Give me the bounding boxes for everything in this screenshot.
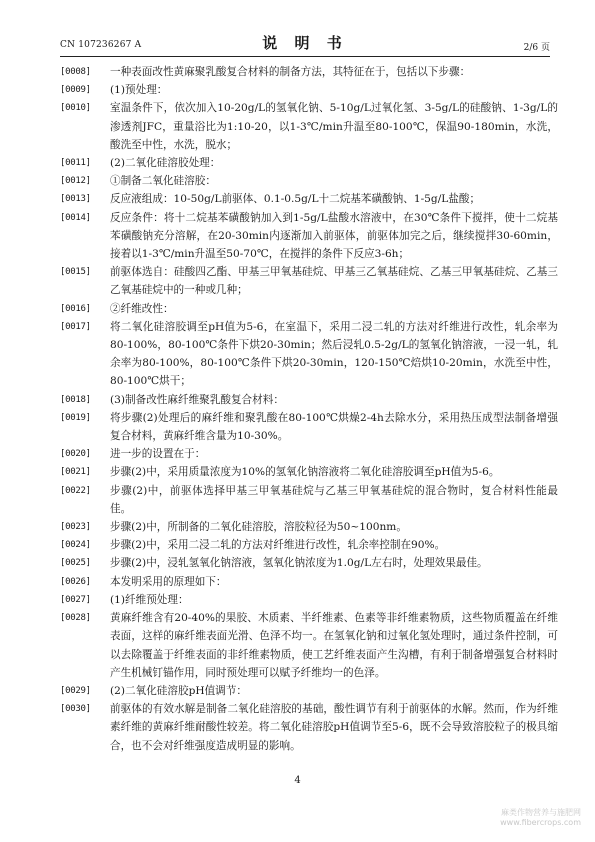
page-header xyxy=(60,32,550,54)
paragraph-text: 室温条件下，依次加入10-20g/L的氢氧化钠、5-10g/L过氧化氢、3-5g/L的硅酸钠、1-3g/L的渗透剂JFC，重量浴比为1:10-20，以1-3℃/min升温至80-100℃，保温90-180min，水洗，酸洗至中性，水洗，脱水； xyxy=(110,102,558,151)
paragraph xyxy=(60,99,558,154)
page-number: 4 xyxy=(294,775,301,786)
paragraph-text: 进一步的设置在于： xyxy=(110,448,206,461)
paragraph xyxy=(60,482,558,518)
paragraph-number: [0009] xyxy=(60,85,91,96)
page-indicator: 2/6 页 xyxy=(523,43,550,53)
paragraph-text: ①制备二氧化硅溶胶： xyxy=(110,175,216,188)
watermark-title: 麻类作物营养与施肥网 xyxy=(501,808,581,817)
header-rule xyxy=(60,56,550,57)
paragraph-number: [0010] xyxy=(60,103,91,114)
paragraph-number: [0014] xyxy=(60,212,91,223)
paragraph xyxy=(60,190,558,208)
paragraph-number: [0030] xyxy=(60,704,91,715)
paragraph-number: [0018] xyxy=(60,394,91,405)
paragraph xyxy=(60,81,558,99)
paragraph xyxy=(60,573,558,591)
paragraph xyxy=(60,445,558,463)
paragraph-text: 一种表面改性黄麻聚乳酸复合材料的制备方法，其特征在于，包括以下步骤： xyxy=(110,66,471,78)
paragraph-text: ②纤维改性： xyxy=(110,302,174,315)
paragraph-text: 步骤(2)中，采用质量浓度为10%的氢氧化钠溶液将二氧化硅溶胶调至pH值为5-6。 xyxy=(110,466,500,479)
watermark-url: www.fibercrops.com xyxy=(500,818,581,827)
paragraph-number: [0013] xyxy=(60,194,91,205)
paragraph-text: 步骤(2)中，所制备的二氧化硅溶胶，溶胶粒径为50~100nm。 xyxy=(110,521,407,534)
paragraph-number: [0020] xyxy=(60,449,91,460)
document-body xyxy=(60,63,558,755)
watermark xyxy=(500,808,581,828)
paragraph xyxy=(60,409,558,445)
paragraph-number: [0016] xyxy=(60,303,91,314)
paragraph xyxy=(60,318,558,391)
paragraph xyxy=(60,63,558,81)
paragraph-number: [0027] xyxy=(60,594,91,605)
document-number: CN 107236267 A xyxy=(60,40,142,50)
document-title: 说 明 书 xyxy=(262,34,348,52)
paragraph xyxy=(60,209,558,264)
paragraph-number: [0024] xyxy=(60,540,91,551)
paragraph-text: 前驱体选自：硅酸四乙酯、甲基三甲氧基硅烷、甲基三乙氧基硅烷、乙基三甲氧基硅烷、乙基三乙氧基硅烷中的一种或几种； xyxy=(110,266,558,297)
paragraph xyxy=(60,154,558,172)
paragraph-text: 步骤(2)中，采用二浸二轧的方法对纤维进行改性，轧余率控制在90%。 xyxy=(110,539,446,552)
paragraph-text: (1)预处理： xyxy=(110,84,168,97)
paragraph-number: [0029] xyxy=(60,685,91,696)
paragraph-text: 前驱体的有效水解是制备二氧化硅溶胶的基础，酸性调节有利于前驱体的水解。然而，作为纤维素纤维的黄麻纤维耐酸性较差。将二氧化硅溶胶pH值调节至5-6，既不会导致溶胶粒子的极具缩合，也不会对纤维强度造成明显的影响。 xyxy=(110,703,558,752)
paragraph-text: 黄麻纤维含有20-40%的果胶、木质素、半纤维素、色素等非纤维素物质，这些物质覆盖在纤维表面，这样的麻纤维表面光滑、色泽不均一。在氢氧化钠和过氧化氢处理时，通过条件控制，可以去除覆盖于纤维表面的非纤维素物质，使工艺纤维表面产生沟槽，有利于制备增强复合材料时产生机械钉锚作用，同时预处理可以赋予纤维均一的色泽。 xyxy=(110,612,558,679)
paragraph xyxy=(60,591,558,609)
paragraph xyxy=(60,609,558,682)
paragraph xyxy=(60,536,558,554)
paragraph xyxy=(60,172,558,190)
paragraph-number: [0011] xyxy=(60,158,91,169)
paragraph-text: (3)制备改性麻纤维聚乳酸复合材料： xyxy=(110,393,284,406)
paragraph-text: (2)二氧化硅溶胶处理： xyxy=(110,157,221,170)
paragraph-number: [0008] xyxy=(60,67,91,77)
paragraph xyxy=(60,263,558,299)
paragraph xyxy=(60,518,558,536)
paragraph-text: 反应液组成：10-50g/L前驱体、0.1-0.5g/L十二烷基苯磺酸钠、1-5g/L盐酸； xyxy=(110,193,481,206)
paragraph-number: [0021] xyxy=(60,467,91,478)
paragraph-text: 步骤(2)中，前驱体选择甲基三甲氧基硅烷与乙基三甲氧基硅烷的混合物时，复合材料性能最佳。 xyxy=(110,484,558,515)
paragraph-number: [0012] xyxy=(60,176,91,187)
paragraph-number: [0022] xyxy=(60,485,91,496)
paragraph-number: [0015] xyxy=(60,267,91,278)
paragraph-number: [0028] xyxy=(60,613,91,624)
paragraph-number: [0025] xyxy=(60,558,91,569)
paragraph-text: (2)二氧化硅溶胶pH值调节： xyxy=(110,684,247,697)
paragraph-number: [0019] xyxy=(60,412,91,423)
paragraph-number: [0017] xyxy=(60,321,91,332)
paragraph-number: [0023] xyxy=(60,522,91,533)
paragraph xyxy=(60,391,558,409)
paragraph-text: 将二氧化硅溶胶调至pH值为5-6，在室温下，采用二浸二轧的方法对纤维进行改性，轧余率为80-100%，80-100℃条件下烘20-30min；然后浸轧0.5-2g/L的氢氧化钠溶液，一浸一轧，轧余率为80-100%，80-100℃条件下烘20-30min，120-150℃焙烘10-20min，水洗至中性，80-100℃烘干； xyxy=(110,320,558,388)
paragraph xyxy=(60,300,558,318)
paragraph xyxy=(60,554,558,572)
paragraph-text: 步骤(2)中，浸轧氢氧化钠溶液，氢氧化钠浓度为1.0g/L左右时，处理效果最佳。 xyxy=(110,557,488,570)
paragraph xyxy=(60,682,558,700)
paragraph xyxy=(60,700,558,755)
paragraph-text: (1)纤维预处理： xyxy=(110,593,189,606)
paragraph-text: 反应条件：将十二烷基苯磺酸钠加入到1-5g/L盐酸水溶液中，在30℃条件下搅拌，使十二烷基苯磺酸钠充分溶解，在20-30min内逐渐加入前驱体，前驱体加完之后，继续搅拌30-60min，接着以1-3℃/min升温至50-70℃，在搅拌的条件下反应3-6h； xyxy=(110,211,558,261)
paragraph xyxy=(60,463,558,481)
paragraph-text: 本发明采用的原理如下： xyxy=(110,575,227,588)
paragraph-text: 将步骤(2)处理后的麻纤维和聚乳酸在80-100℃烘燥2-4h去除水分，采用热压成型法制备增强复合材料，黄麻纤维含量为10-30%。 xyxy=(110,411,558,443)
paragraph-number: [0026] xyxy=(60,576,91,587)
